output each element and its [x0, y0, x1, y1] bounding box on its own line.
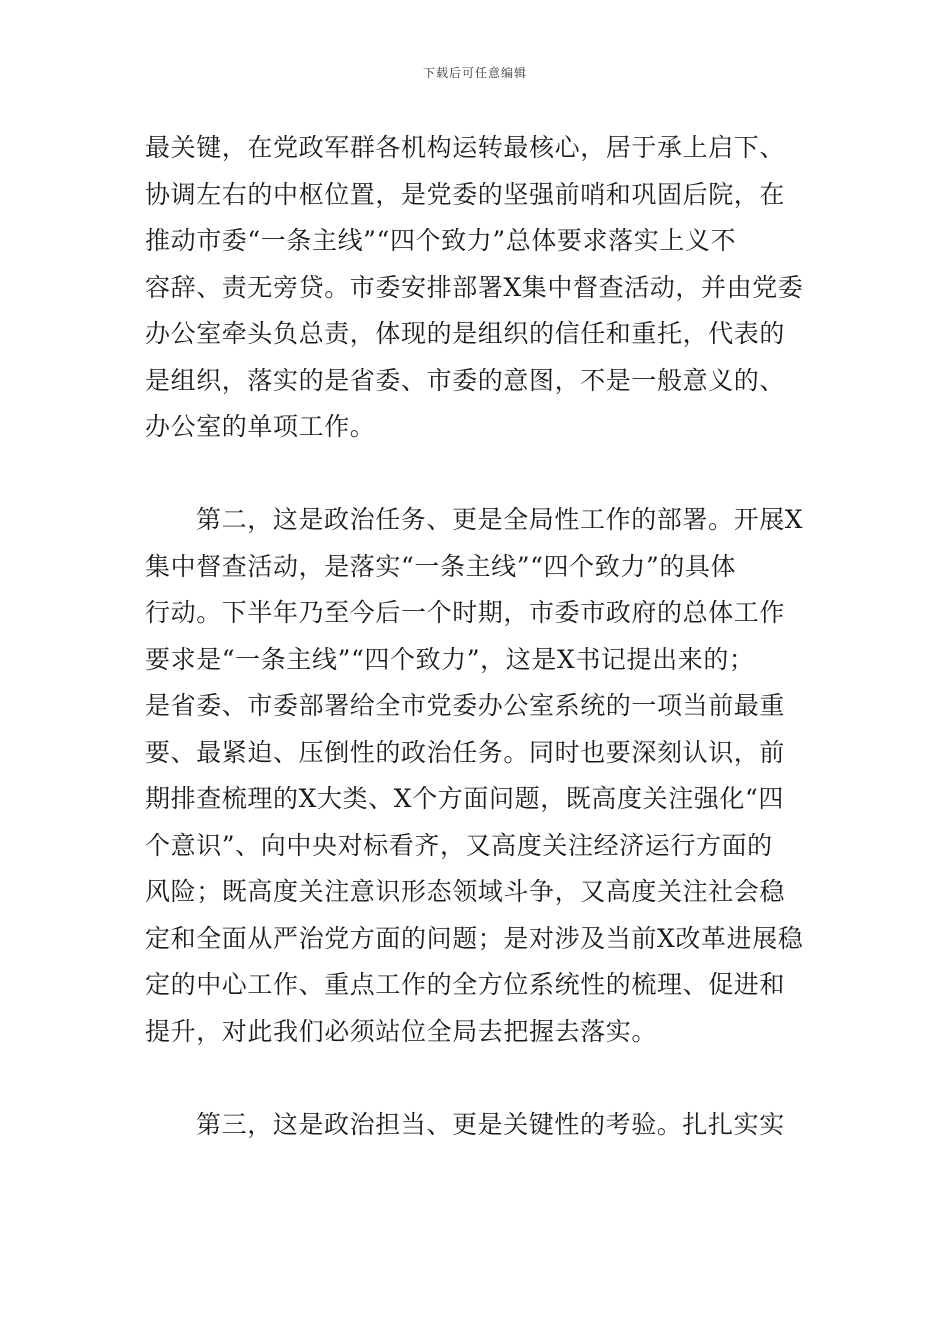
document-body — [145, 125, 813, 1148]
text-line: 第二，这是政治任务、更是全局性工作的部署。开展X — [196, 505, 804, 534]
text-line: 是组织，落实的是省委、市委的意图，不是一般意义的、 — [145, 365, 786, 395]
text-line: 第三，这是政治担当、更是关键性的考验。扎扎实实 — [196, 1109, 785, 1139]
paragraph-continued — [145, 125, 813, 451]
paragraph-gap — [145, 1055, 813, 1102]
text-line: 期排查梳理的X大类、X个方面问题，既高度关注强化“四 — [145, 784, 784, 813]
paragraph-third — [145, 1102, 813, 1149]
text-line: 风险；既高度关注意识形态领域斗争，又高度关注社会稳 — [145, 877, 786, 906]
text-line: 要求是“一条主线”“四个致力”，这是X书记提出来的； — [145, 644, 755, 674]
text-line: 推动市委“一条主线”“四个致力”总体要求落实上义不 — [145, 226, 737, 255]
text-line: 办公室的单项工作。 — [145, 412, 376, 441]
paragraph-second — [145, 497, 813, 1055]
text-line: 定和全面从严治党方面的问题；是对涉及当前X改革进展稳 — [145, 923, 804, 953]
text-line: 要、最紧迫、压倒性的政治任务。同时也要深刻认识，前 — [145, 737, 786, 767]
text-line: 协调左右的中枢位置，是党委的坚强前哨和巩固后院，在 — [145, 179, 786, 209]
text-line: 办公室牵头负总责，体现的是组织的信任和重托，代表的 — [145, 319, 786, 348]
text-line: 个意识”、向中央对标看齐，又高度关注经济运行方面的 — [145, 830, 773, 860]
text-line: 集中督查活动，是落实“一条主线”“四个致力”的具体 — [145, 551, 737, 581]
text-line: 最关键，在党政军群各机构运转最核心，居于承上启下、 — [145, 133, 786, 162]
paragraph-gap — [145, 451, 813, 498]
text-line: 提升，对此我们必须站位全局去把握去落实。 — [145, 1016, 658, 1046]
text-line: 行动。下半年乃至今后一个时期，市委市政府的总体工作 — [145, 598, 786, 627]
text-line: 是省委、市委部署给全市党委办公室系统的一项当前最重 — [145, 691, 786, 720]
download-note: 下载后可任意编辑 — [422, 66, 527, 80]
text-line: 定的中心工作、重点工作的全方位系统性的梳理、促进和 — [145, 970, 786, 999]
text-line: 容辞、责无旁贷。市委安排部署X集中督查活动，并由党委 — [145, 272, 804, 302]
